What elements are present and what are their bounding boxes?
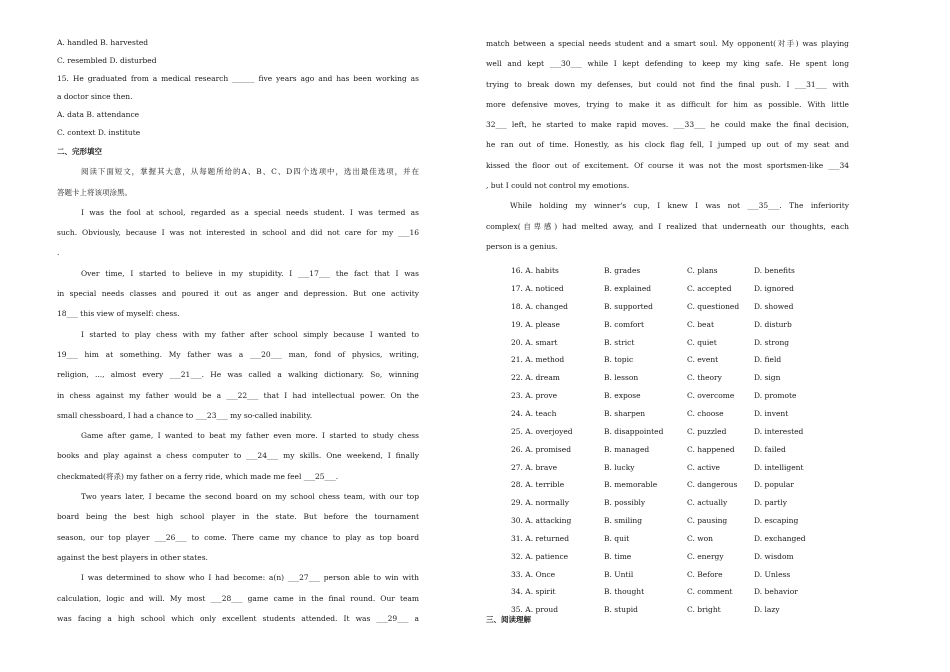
option-choice: B. comfort [604, 319, 644, 329]
option-choice: 17. A. noticed [511, 284, 564, 294]
option-choice: B. quit [604, 533, 630, 543]
option-choice: 28. A. terrible [511, 480, 565, 490]
right_column-line: match between a special needs student and a smart soul. My opponent(对手) was playing [486, 39, 849, 48]
option-choice: B. topic [604, 355, 634, 365]
option-choice: C. overcome [687, 391, 735, 401]
option-choice: D. showed [754, 301, 794, 311]
option-choice: B. smiling [604, 516, 643, 526]
option-choice: D. failed [754, 444, 786, 454]
left-column [57, 34, 419, 629]
option-choice: 34. A. spirit [511, 587, 556, 597]
option-choice: B. lucky [604, 462, 635, 472]
option-row [486, 405, 849, 423]
option-choice: C. won [687, 533, 714, 543]
left_column-line: Two years later, I became the second board on my school chess team, with our top [81, 492, 419, 502]
left_column-line: . [57, 248, 60, 258]
option-row [486, 583, 849, 601]
option-choice: C. event [687, 355, 719, 365]
option-choice: C. theory [687, 373, 722, 383]
option-choice: B. disappointed [604, 426, 664, 436]
option-choice: 24. A. teach [511, 409, 557, 419]
right_column-line: kissed the floor out of excitement. Of course it was not the most sportsmen-like ___34 [486, 160, 849, 170]
option-row [486, 423, 849, 441]
option-choice: D. behavior [754, 587, 798, 597]
option-choice: B. grades [604, 266, 641, 276]
right_column-line: complex(自卑感) had melted away, and I realized that underneath our thoughts, each [486, 221, 849, 231]
right_column-line: more defensive moves, trying to make it as difficult for him as possible. With little [486, 99, 849, 109]
option-choice: C. choose [687, 409, 724, 419]
option-choice: 25. A. overjoyed [511, 426, 573, 436]
left_column-line: in chess against my father would be a ___22___ that I had intellectual power. On the [57, 390, 419, 400]
option-row [486, 280, 849, 298]
option-choice: D. ignored [754, 284, 794, 294]
option-choice: D. field [754, 355, 782, 365]
option-choice: 21. A. method [511, 355, 565, 365]
option-choice: B. managed [604, 444, 650, 454]
option-row [486, 369, 849, 387]
left_column-line: books and play against a chess computer to ___24___ my skills. One weekend, I finally [57, 451, 419, 461]
option-choice: D. Unless [754, 569, 791, 579]
option-row [486, 459, 849, 477]
left_column-line: 二、完形填空 [57, 147, 102, 156]
option-choice: B. explained [604, 284, 652, 294]
option-choice: D. benefits [754, 266, 795, 276]
option-row [486, 298, 849, 316]
option-choice: B. memorable [604, 480, 658, 490]
option-choice: 31. A. returned [511, 533, 570, 543]
left_column-line: a doctor since then. [57, 92, 133, 101]
option-choice: D. popular [754, 480, 794, 490]
left_column-line: in special needs classes and poured it out as anger and depression. But one activity [57, 289, 419, 299]
option-choice: C. bright [687, 605, 721, 615]
option-choice: D. partly [754, 498, 788, 508]
left_column-line: 阅读下面短文，掌握其大意，从每题所给的A、B、C、D四个选项中，选出最佳选项，并在 [81, 167, 419, 177]
option-choice: 29. A. normally [511, 498, 570, 508]
option-choice: D. wisdom [754, 551, 794, 561]
left_column-line: such. Obviously, because I was not interested in school and did not care for my ___16 [57, 228, 419, 238]
option-choice: B. Until [604, 569, 634, 579]
option-choice: 27. A. brave [511, 462, 558, 472]
option-row [486, 441, 849, 459]
option-choice: C. energy [687, 551, 724, 561]
option-choice: B. expose [604, 391, 641, 401]
left_column-line: board being the best high school player in the state. But before the tournament [57, 512, 419, 522]
option-choice: C. accepted [687, 284, 732, 294]
section-heading-reading: 三、阅读理解 [486, 615, 531, 624]
left_column-line: small chessboard, I had a chance to ___23___ my so-called inability. [57, 410, 313, 420]
option-row [486, 601, 849, 619]
option-choice: B. lesson [604, 373, 639, 383]
option-choice: D. exchanged [754, 533, 806, 543]
left_column-line: I started to play chess with my father after school simply because I wanted to [81, 329, 419, 339]
option-choice: C. actually [687, 498, 728, 508]
option-choice: D. escaping [754, 516, 799, 526]
option-choice: 30. A. attacking [511, 516, 572, 526]
option-choice: 18. A. changed [511, 301, 568, 311]
option-choice: C. puzzled [687, 426, 727, 436]
option-choice: C. dangerous [687, 480, 738, 490]
option-row [486, 387, 849, 405]
right_column-line: he ran out of time. Honestly, as his clock flag fell, I jumped up out of my seat and [486, 140, 849, 150]
option-choice: D. invent [754, 409, 789, 419]
left_column-line: C. resembled D. disturbed [57, 56, 157, 65]
left_column-line: 18___ this view of myself: chess. [57, 309, 180, 319]
left_column-line: C. context D. institute [57, 128, 141, 137]
option-choice: 20. A. smart [511, 337, 558, 347]
option-choice: D. disturb [754, 319, 792, 329]
option-choice: C. plans [687, 266, 718, 276]
right_column-line: trying to break down my defenses, but could not find the final push. I ___31___ with [486, 79, 849, 89]
option-row [486, 316, 849, 334]
option-choice: B. thought [604, 587, 645, 597]
left_column-line: 19___ him at something. My father was a ___20___ man, fond of physics, writing, [57, 349, 419, 359]
left_column-line: season, our top player ___26___ to come. There came my chance to play as top board [57, 532, 419, 542]
option-choice: B. stupid [604, 605, 638, 615]
left_column-line: I was determined to show who I had become: a(n) ___27___ person able to win with [81, 573, 419, 583]
right_column-line: , but I could not control my emotions. [486, 181, 630, 191]
option-choice: 22. A. dream [511, 373, 560, 383]
option-choice: D. strong [754, 337, 790, 347]
option-row [486, 530, 849, 548]
option-choice: D. interested [754, 426, 804, 436]
left_column-line: checkmated(将杀) my father on a ferry ride, which made me feel ___25___. [57, 471, 339, 481]
option-row [486, 512, 849, 530]
left_column-line: I was the fool at school, regarded as a special needs student. I was termed as [81, 207, 419, 217]
left_column-line: religion, ..., almost every ___21___. He was called a walking dictionary. So, winning [57, 370, 419, 380]
answer-options [486, 262, 849, 619]
left_column-line: 15. He graduated from a medical research ______ five years ago and has been working as [57, 74, 419, 83]
left_column-line: against the best players in other states. [57, 552, 208, 562]
option-choice: B. time [604, 551, 632, 561]
option-choice: D. promote [754, 391, 797, 401]
option-choice: D. intelligent [754, 462, 804, 472]
option-choice: C. happened [687, 444, 735, 454]
option-choice: 26. A. promised [511, 444, 571, 454]
option-row [486, 351, 849, 369]
option-choice: 16. A. habits [511, 266, 559, 276]
option-choice: B. possibly [604, 498, 646, 508]
option-choice: B. strict [604, 337, 635, 347]
left_column-line: A. data B. attendance [57, 110, 140, 119]
option-choice: D. sign [754, 373, 781, 383]
right_column-line: While holding my winner's cup, I knew I was not ___35___. The inferiority [510, 201, 849, 211]
option-choice: C. pausing [687, 516, 728, 526]
right_column-line: well and kept ___30___ while I kept defending to keep my king safe. He spent long [486, 59, 849, 69]
left_column-line: calculation, logic and will. My most ___28___ game came in the final round. Our team [57, 593, 419, 603]
right_column-line: person is a genius. [486, 241, 558, 251]
option-choice: C. active [687, 462, 720, 472]
left_column-line: Over time, I started to believe in my stupidity. I ___17___ the fact that I was [81, 268, 419, 278]
option-choice: 23. A. prove [511, 391, 558, 401]
option-choice: C. quiet [687, 337, 717, 347]
option-choice: B. sharpen [604, 409, 646, 419]
option-choice: 35. A. proud [511, 605, 559, 615]
left_column-line: 答题卡上将该项涂黑。 [57, 187, 132, 197]
passage-continuation [486, 34, 849, 257]
option-choice: C. beat [687, 319, 714, 329]
option-row [486, 494, 849, 512]
option-row [486, 334, 849, 352]
right_column-line: 32___ left, he started to make rapid moves. ___33___ he could make the final decision, [486, 120, 849, 130]
option-row [486, 262, 849, 280]
option-choice: C. comment [687, 587, 733, 597]
option-row [486, 548, 849, 566]
option-row [486, 476, 849, 494]
option-choice: 33. A. Once [511, 569, 556, 579]
option-choice: D. lazy [754, 605, 780, 615]
left_column-line: was facing a high school which only excellent students attended. It was ___29___ a [57, 613, 419, 623]
option-choice: B. supported [604, 301, 653, 311]
option-choice: C. questioned [687, 301, 740, 311]
option-choice: 32. A. patience [511, 551, 569, 561]
left_column-line: Game after game, I wanted to beat my father even more. I started to study chess [81, 431, 419, 441]
option-row [486, 566, 849, 584]
right-column [486, 34, 849, 619]
option-choice: C. Before [687, 569, 723, 579]
option-choice: 19. A. please [511, 319, 560, 329]
left_column-line: A. handled B. harvested [57, 38, 149, 47]
